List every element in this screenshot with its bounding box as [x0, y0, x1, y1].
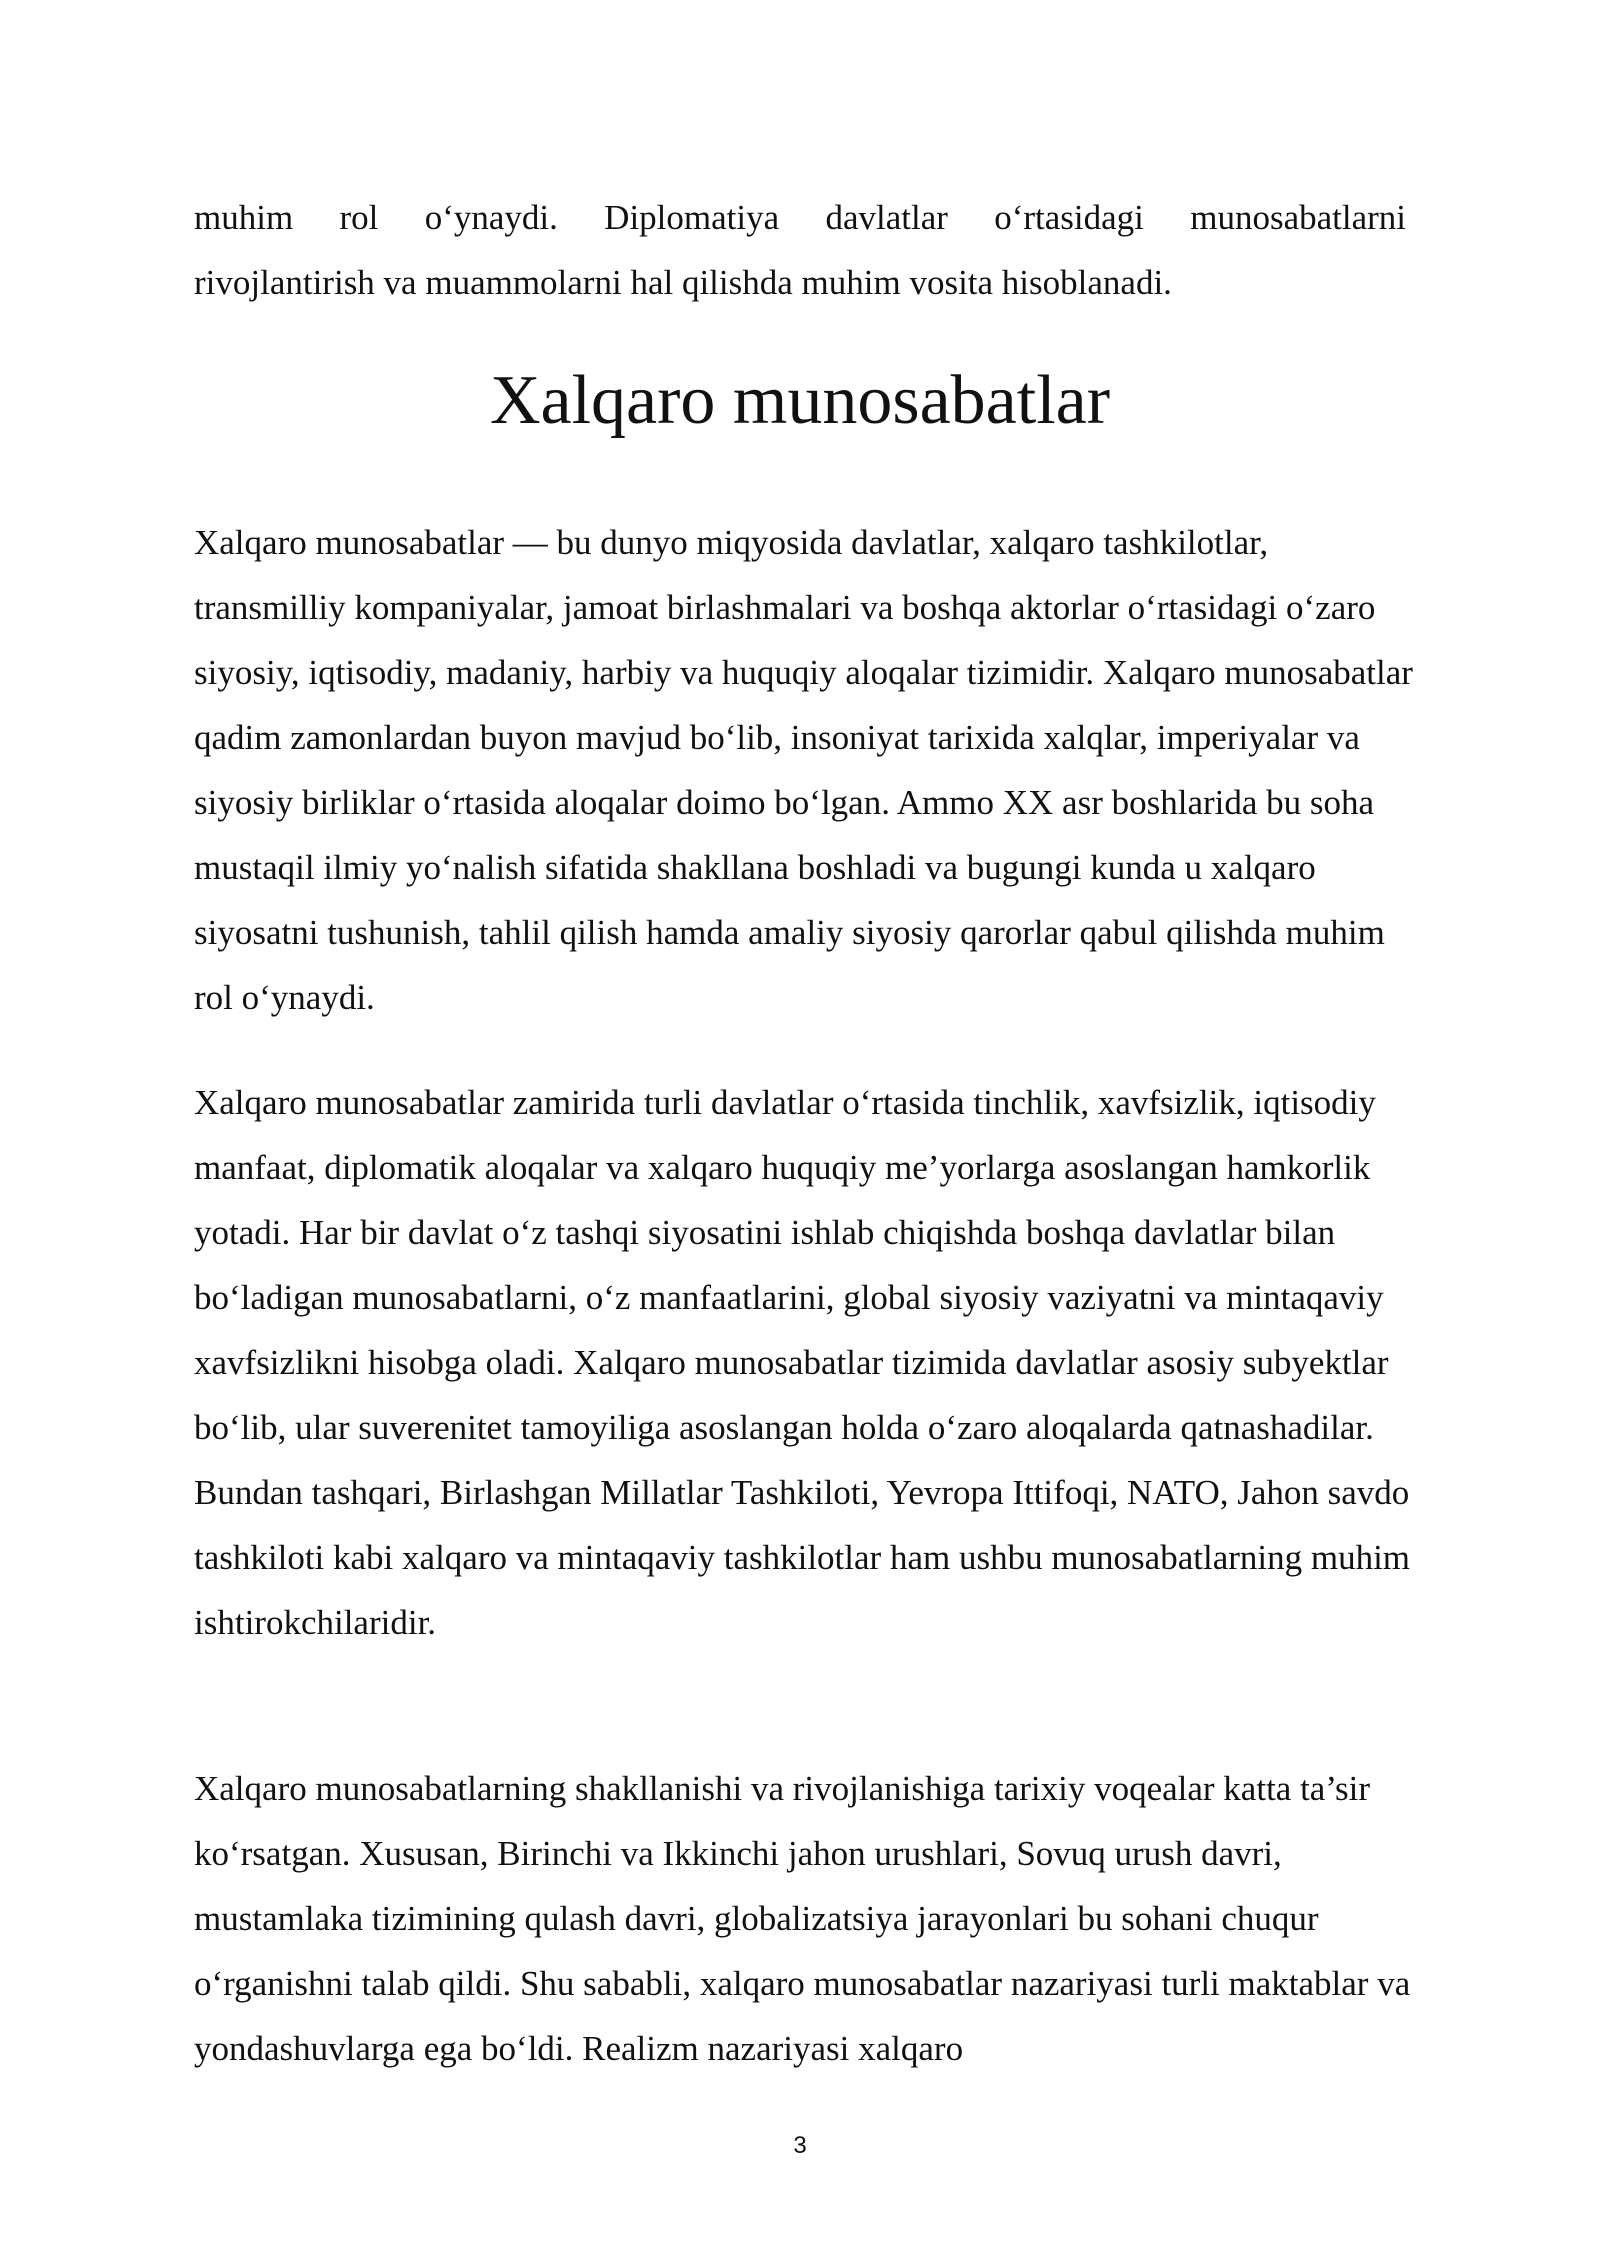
- paragraph-3: Xalqaro munosabatlarning shakllanishi va rivojlanishiga tarixiy voqealar katta ta’sir ko‘rsatgan. Xususan, Birinchi va Ikkinchi jahon urushlari, Sovuq urush davri, mustamlaka tizimining qulash davri, globalizatsiya jarayonlari bu sohani chuqur o‘rganishni talab qildi. Shu sababli, xalqaro munosabatlar nazariyasi turli maktablar va yondashuvlarga ega bo‘ldi. Realizm nazariyasi xalqaro: [194, 1769, 1411, 2068]
- page-number: 3: [793, 2132, 807, 2159]
- paragraph-2: Xalqaro munosabatlar zamirida turli davlatlar o‘rtasida tinchlik, xavfsizlik, iqtisodiy manfaat, diplomatik aloqalar va xalqaro huquqiy me’yorlarga asoslangan hamkorlik yotadi. Har bir davlat o‘z tashqi siyosatini ishlab chiqishda boshqa davlatlar bilan bo‘ladigan munosabatlarni, o‘z manfaatlarini, global siyosiy vaziyatni va mintaqaviy xavfsizlikni hisobga oladi. Xalqaro munosabatlar tizimida davlatlar asosiy subyektlar bo‘lib, ular suverenitet tamoyiliga asoslangan holda o‘zaro aloqalarda qatnashadilar. Bundan tashqari, Birlashgan Millatlar Tashkiloti, Yevropa Ittifoqi, NATO, Jahon savdo tashkiloti kabi xalqaro va mintaqaviy tashkilotlar ham ushbu munosabatlarning muhim ishtirokchilaridir.: [194, 1083, 1411, 1642]
- continued-paragraph-line-2: rivojlantirish va muammolarni hal qilishda muhim vosita hisoblanadi.: [194, 263, 1172, 302]
- section-title: Xalqaro munosabatlar: [489, 362, 1111, 439]
- continued-paragraph-line-1: muhim rol o‘ynaydi. Diplomatiya davlatlar o‘rtasidagi munosabatlarni: [194, 198, 1406, 237]
- continued-paragraph: [194, 185, 1406, 315]
- paragraph-1: Xalqaro munosabatlar — bu dunyo miqyosida davlatlar, xalqaro tashkilotlar, transmilliy kompaniyalar, jamoat birlashmalari va boshqa aktorlar o‘rtasidagi o‘zaro siyosiy, iqtisodiy, madaniy, harbiy va huquqiy aloqalar tizimidir. Xalqaro munosabatlar qadim zamonlardan buyon mavjud bo‘lib, insoniyat tarixida xalqlar, imperiyalar va siyosiy birliklar o‘rtasida aloqalar doimo bo‘lgan. Ammo XX asr boshlarida bu soha mustaqil ilmiy yo‘nalish sifatida shakllana boshladi va bugungi kunda u xalqaro siyosatni tushunish, tahlil qilish hamda amaliy siyosiy qarorlar qabul qilishda muhim rol o‘ynaydi.: [194, 523, 1413, 1017]
